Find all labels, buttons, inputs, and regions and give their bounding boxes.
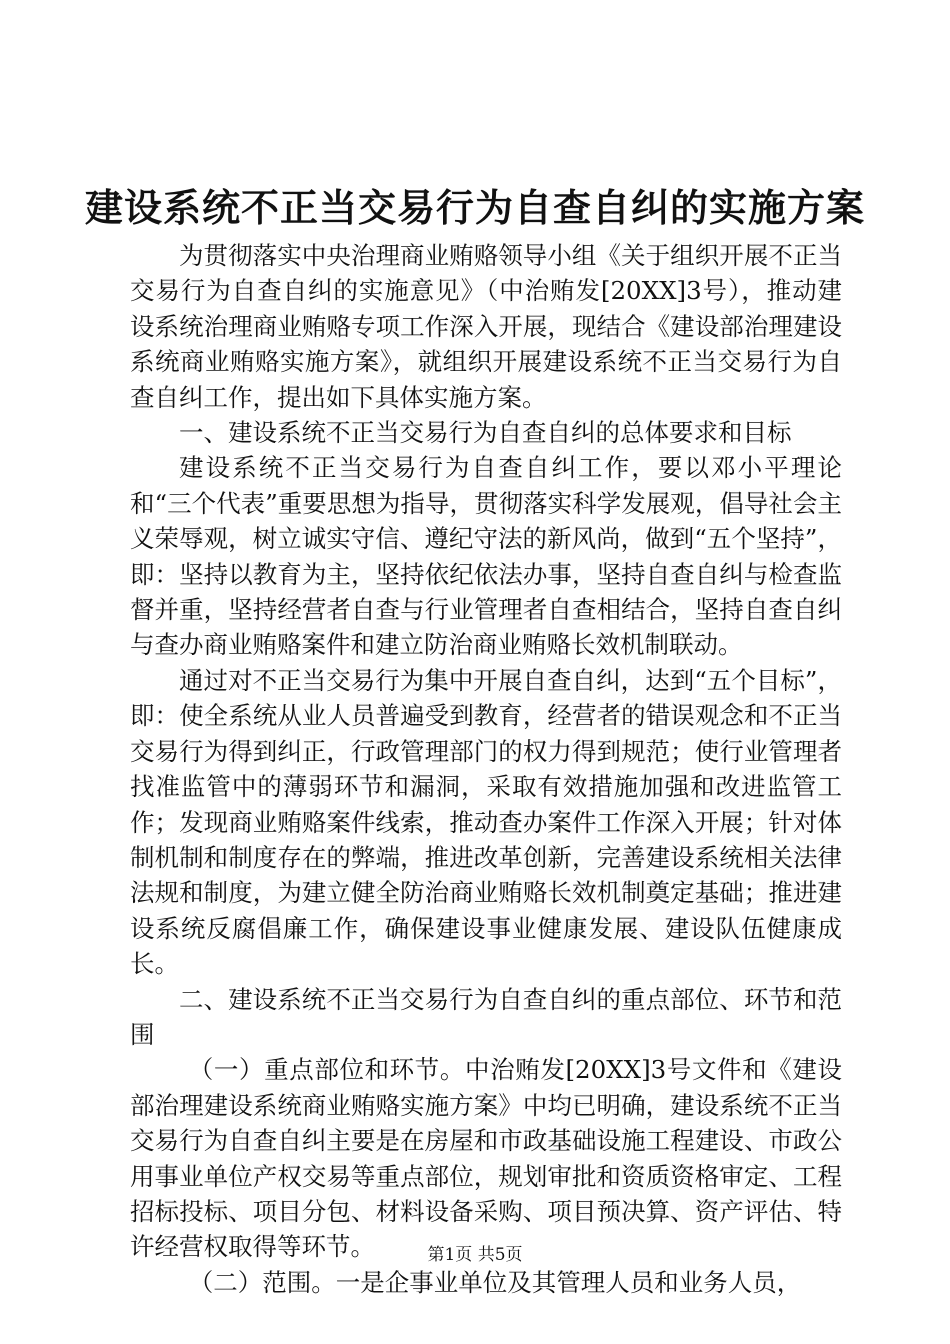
paragraph-scope: （二）范围。一是企事业单位及其管理人员和业务人员， <box>188 1267 802 1297</box>
paragraph-intro: 为贯彻落实中央治理商业贿赂领导小组《关于组织开展不正当交易行为自查自纠的实施意见》（中治贿发[20XX]3号），推动建设系统治理商业贿赂专项工作深入开展，现结合《建设部治理建设系统商业贿赂实施方案》，就组织开展建设系统不正当交易行为自查自纠工作，提出如下具体实施方案。 <box>130 241 842 412</box>
paragraph-key-areas: （一）重点部位和环节。中治贿发[20XX]3号文件和《建设部治理建设系统商业贿赂实施方案》中均已明确，建设系统不正当交易行为自查自纠主要是在房屋和市政基础设施工程建设、市政公用事业单位产权交易等重点部位，规划审批和资质资格审定、工程招标投标、项目分包、材料设备采购、项目预决算、资产评估、特许经营权取得等环节。 <box>130 1055 842 1262</box>
paragraph-goals: 通过对不正当交易行为集中开展自查自纠，达到“五个目标”，即：使全系统从业人员普遍受到教育，经营者的错误观念和不正当交易行为得到纠正，行政管理部门的权力得到规范；使行业管理者找准监管中的薄弱环节和漏洞，采取有效措施加强和改进监管工作；发现商业贿赂案件线索，推动查办案件工作深入开展；针对体制机制和制度存在的弊端，推进改革创新，完善建设系统相关法律法规和制度，为建立健全防治商业贿赂长效机制奠定基础；推进建设系统反腐倡廉工作，确保建设事业健康发展、建设队伍健康成长。 <box>130 665 842 979</box>
document-title: 建设系统不正当交易行为自查自纠的实施方案 <box>84 185 865 230</box>
document-body <box>130 238 842 1300</box>
heading-section-2: 二、建设系统不正当交易行为自查自纠的重点部位、环节和范围 <box>130 984 842 1049</box>
paragraph-principles: 建设系统不正当交易行为自查自纠工作，要以邓小平理论和“三个代表”重要思想为指导，贯彻落实科学发展观，倡导社会主义荣辱观，树立诚实守信、遵纪守法的新风尚，做到“五个坚持”，即：坚持以教育为主，坚持依纪依法办事，坚持自查自纠与检查监督并重，坚持经营者自查与行业管理者自查相结合，坚持自查自纠与查办商业贿赂案件和建立防治商业贿赂长效机制联动。 <box>130 453 842 660</box>
heading-section-1: 一、建设系统不正当交易行为自查自纠的总体要求和目标 <box>179 418 792 448</box>
page-number: 第1页 共5页 <box>427 1245 523 1265</box>
